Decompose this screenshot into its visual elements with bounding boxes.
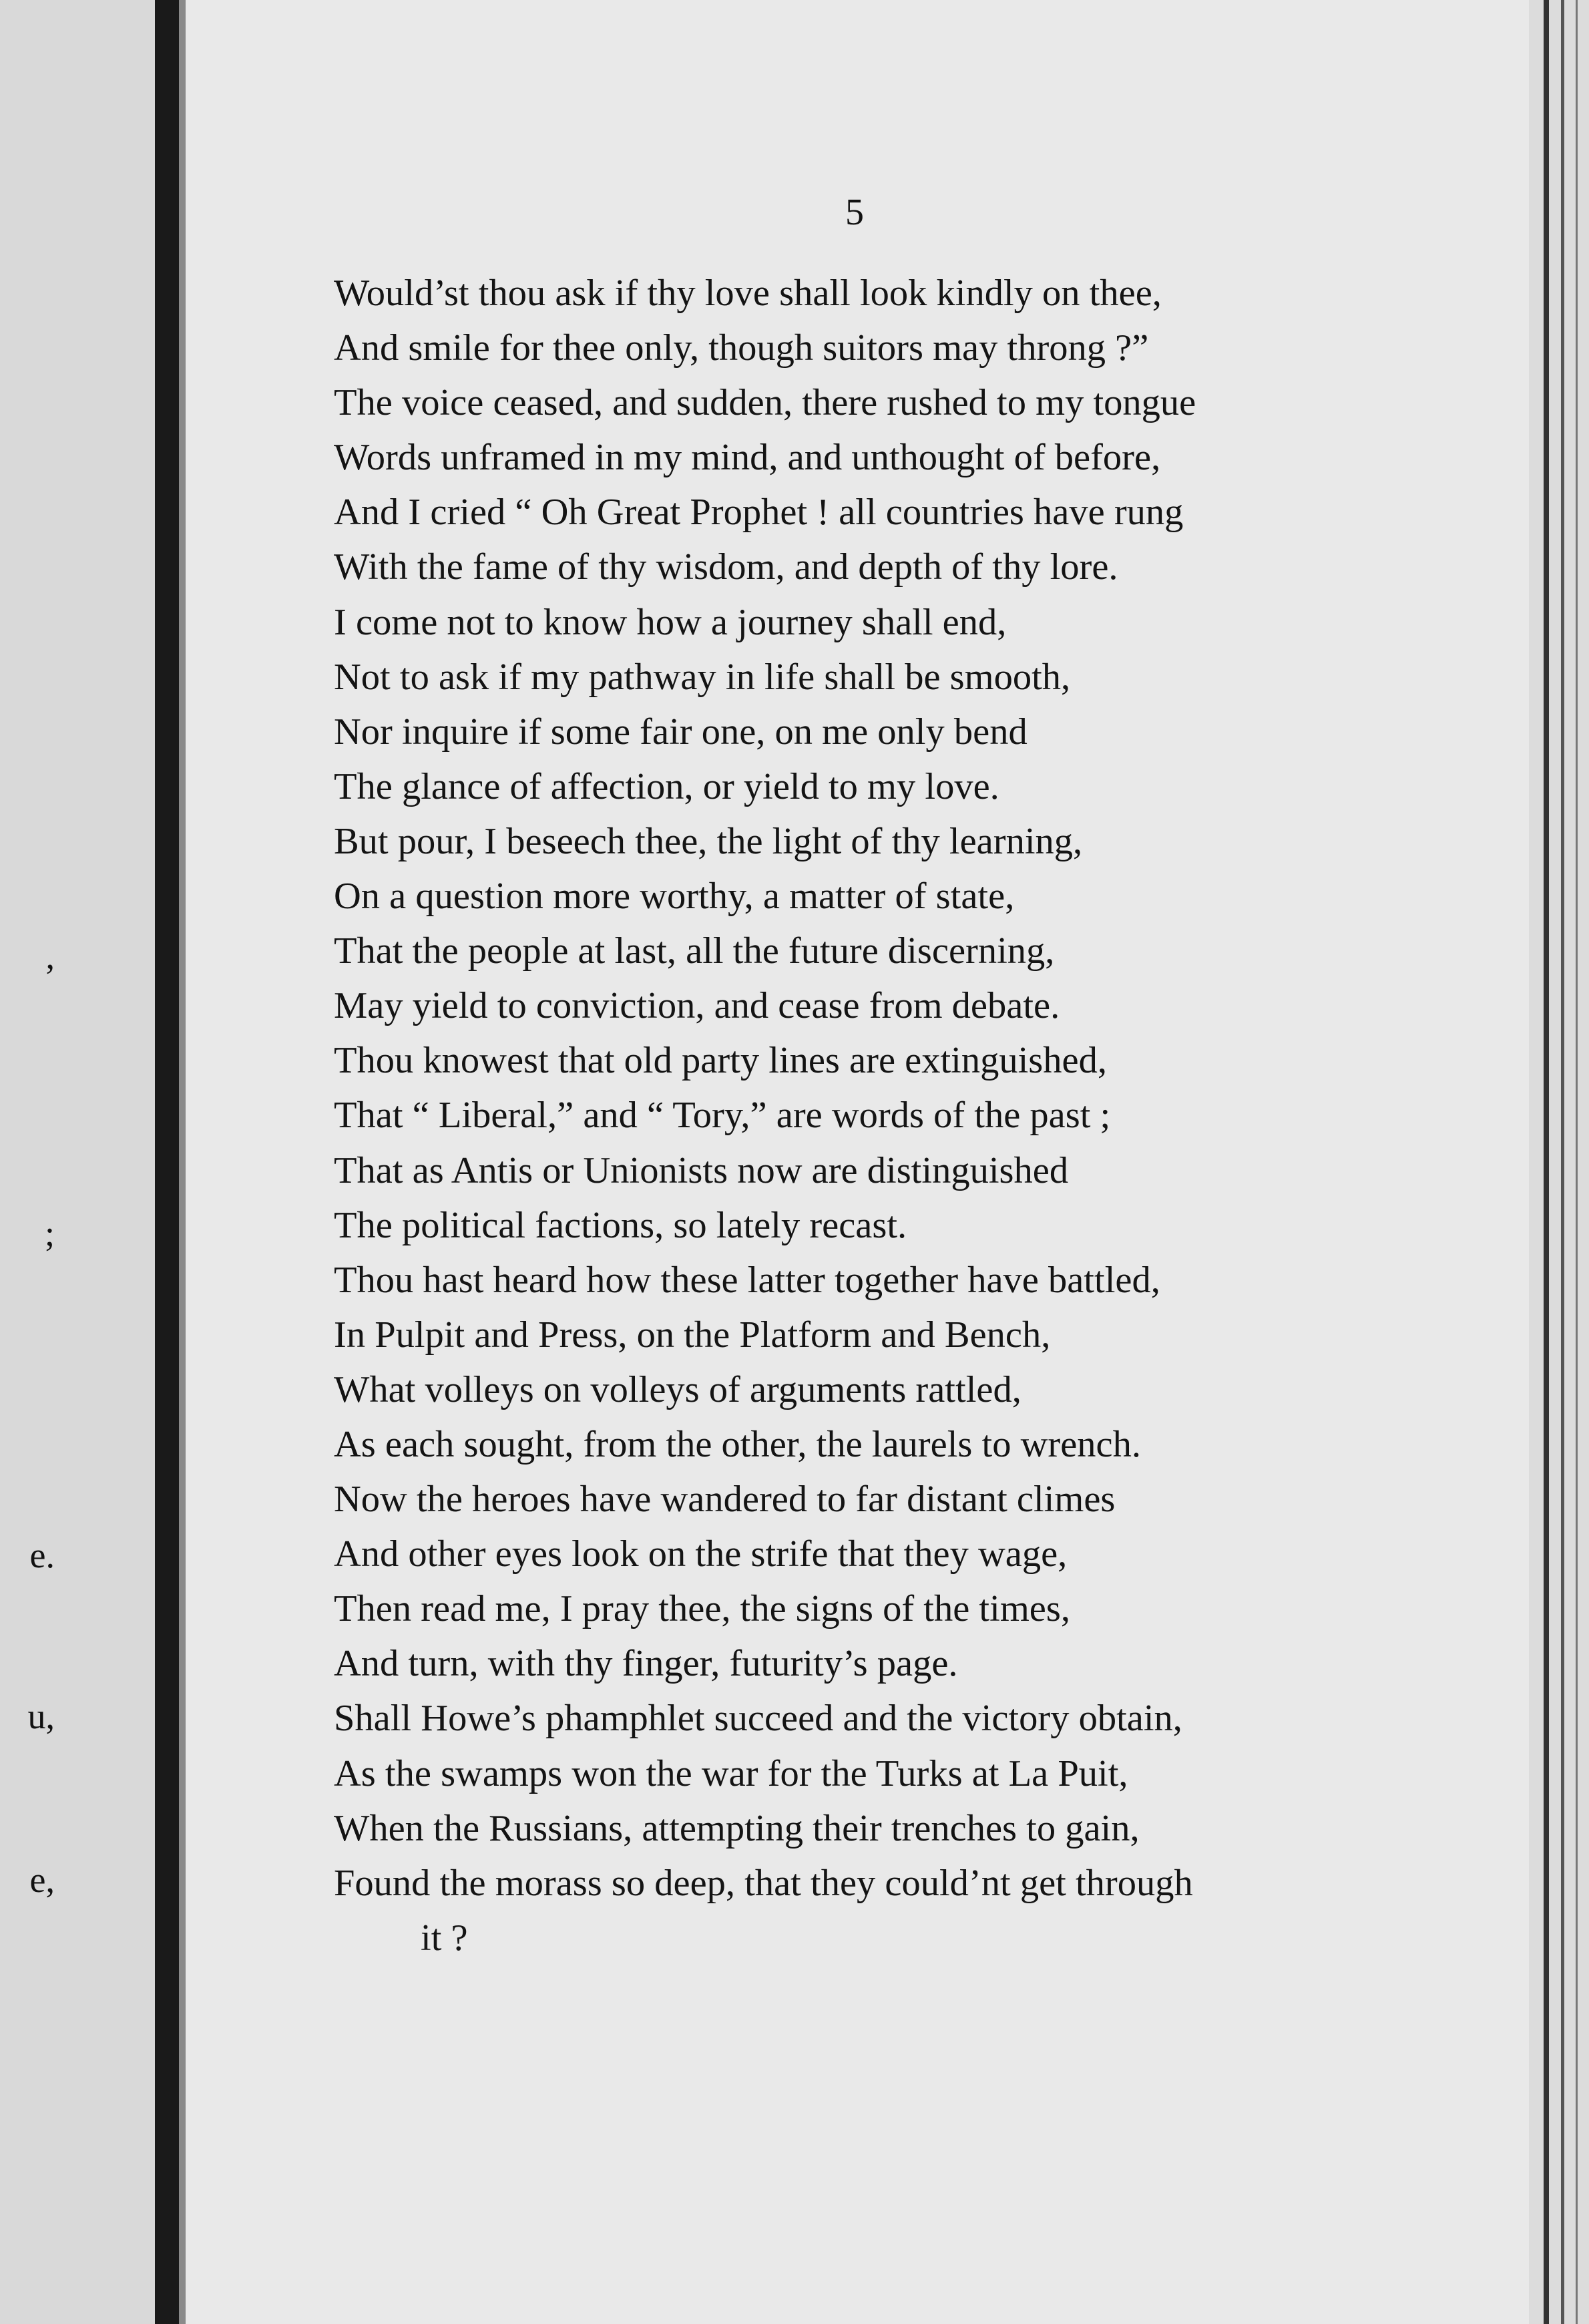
- poem-line: Shall Howe’s phamphlet succeed and the victory obtain,: [334, 1698, 1182, 1740]
- poem-line: In Pulpit and Press, on the Platform and Bench,: [334, 1314, 1051, 1356]
- poem-line: The glance of affection, or yield to my love.: [334, 765, 999, 807]
- poem-line: As the swamps won the war for the Turks at La Puit,: [334, 1752, 1128, 1794]
- poem-line: Nor inquire if some fair one, on me only bend: [334, 711, 1028, 753]
- page-number: 5: [845, 192, 864, 233]
- poem-line: That as Antis or Unionists now are distinguished: [334, 1149, 1069, 1191]
- poem-line: With the fame of thy wisdom, and depth of thy lore.: [334, 546, 1118, 588]
- poem-line: That “ Liberal,” and “ Tory,” are words of the past ;: [334, 1095, 1111, 1137]
- poem-line: And smile for thee only, though suitors may throng ?”: [334, 327, 1149, 369]
- poem-line: Then read me, I pray thee, the signs of the times,: [334, 1588, 1070, 1630]
- facing-page-edge: [0, 0, 155, 2324]
- spine-edge: [179, 0, 186, 2324]
- poem-line: The political factions, so lately recast.: [334, 1204, 907, 1246]
- poem-line: As each sought, from the other, the laurels to wrench.: [334, 1423, 1141, 1465]
- poem-line: And I cried “ Oh Great Prophet ! all countries have rung: [334, 492, 1184, 534]
- poem-line: I come not to know how a journey shall end,: [334, 601, 1007, 643]
- poem-line: Thou hast heard how these latter together have battled,: [334, 1259, 1160, 1301]
- facing-page-fragment: e,: [29, 1860, 55, 1900]
- poem-line: But pour, I beseech thee, the light of thy learning,: [334, 820, 1083, 862]
- poem-line-continuation: it ?: [421, 1917, 468, 1959]
- poem-line: And turn, with thy finger, futurity’s page.: [334, 1643, 958, 1685]
- facing-page-fragment: ,: [45, 936, 55, 976]
- poem-line: Not to ask if my pathway in life shall be smooth,: [334, 656, 1071, 698]
- poem-line: Would’st thou ask if thy love shall look kindly on thee,: [334, 272, 1162, 314]
- poem-line: Thou knowest that old party lines are extinguished,: [334, 1040, 1108, 1082]
- poem-text: [334, 266, 1402, 1965]
- poem-line: Now the heroes have wandered to far distant climes: [334, 1479, 1116, 1521]
- poem-line: When the Russians, attempting their trenches to gain,: [334, 1807, 1140, 1849]
- facing-page-fragment: u,: [27, 1696, 55, 1736]
- poem-line: Words unframed in my mind, and unthought of before,: [334, 437, 1161, 479]
- poem-line: And other eyes look on the strife that they wage,: [334, 1533, 1068, 1575]
- poem-line: The voice ceased, and sudden, there rushed to my tongue: [334, 382, 1196, 424]
- poem-line: What volleys on volleys of arguments rattled,: [334, 1368, 1021, 1410]
- poem-line: On a question more worthy, a matter of state,: [334, 876, 1015, 918]
- poem-line: Found the morass so deep, that they could’nt get through: [334, 1862, 1193, 1904]
- book-spine: [155, 0, 179, 2324]
- facing-page-fragment: e.: [29, 1535, 55, 1575]
- page-stack-edge: [1529, 0, 1589, 2324]
- poem-line: May yield to conviction, and cease from debate.: [334, 985, 1060, 1027]
- poem-line: That the people at last, all the future discerning,: [334, 930, 1055, 972]
- facing-page-fragment: ;: [44, 1213, 55, 1253]
